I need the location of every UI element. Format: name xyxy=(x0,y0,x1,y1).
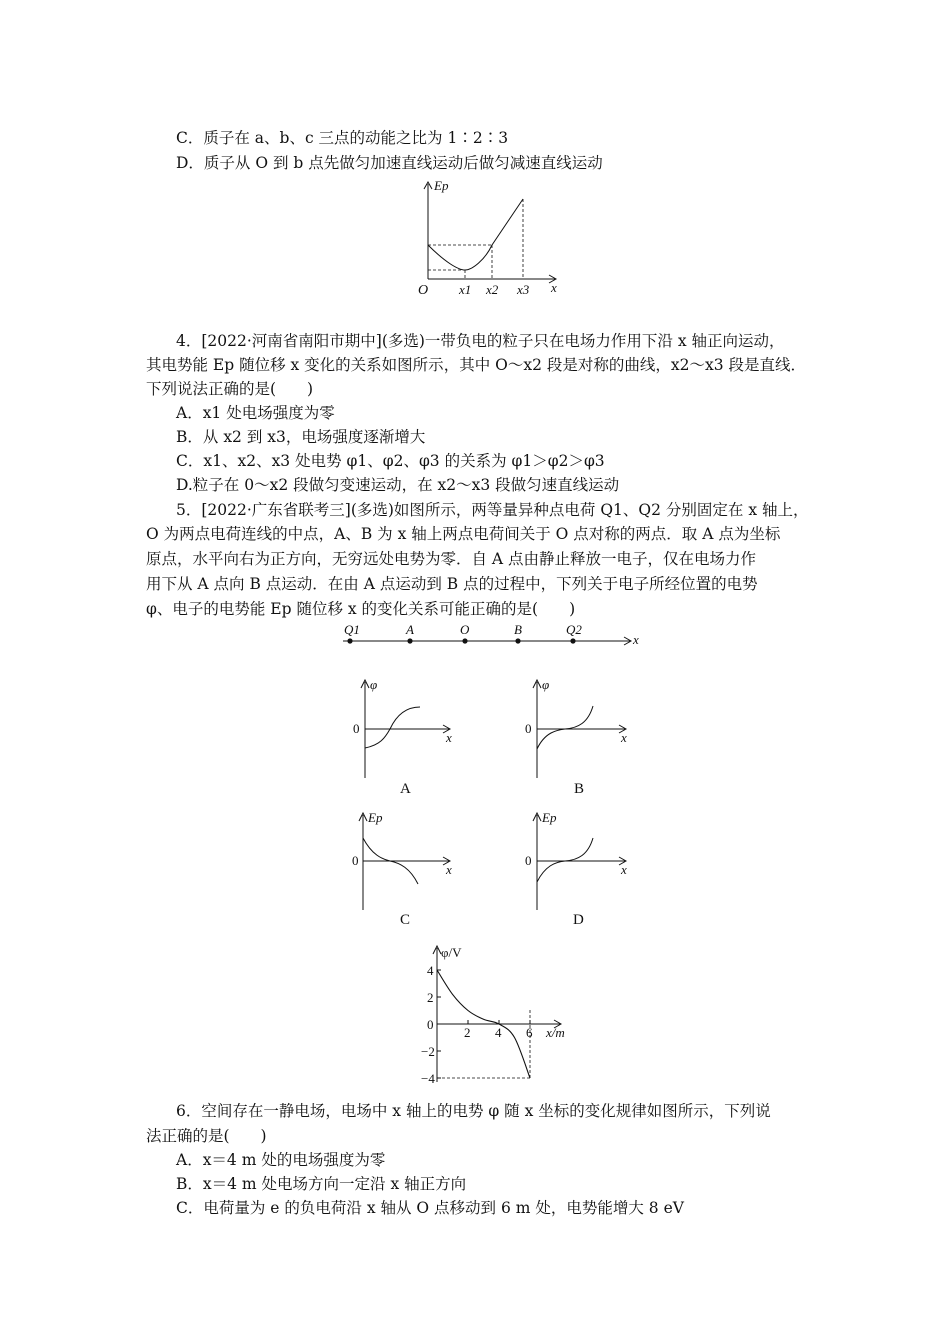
q6-ylabel: φ/V xyxy=(441,945,462,960)
q5-axis-label: x xyxy=(633,632,639,647)
q5-stem-2: O 为两点电荷连线的中点，A、B 为 x 轴上两点电荷间关于 O 点对称的两点．取 A 点为坐标 xyxy=(146,525,781,543)
q4-option-b: B．从 x2 到 x3，电场强度逐渐增大 xyxy=(176,428,426,446)
graph-b-xlabel: x xyxy=(621,730,627,745)
q6-y-tick-label: −4 xyxy=(421,1071,435,1086)
graph-a-zero: 0 xyxy=(353,721,360,736)
q4-stem-2: 其电势能 Ep 随位移 x 变化的关系如图所示，其中 O～x2 段是对称的曲线，x2～x3 段是直线． xyxy=(146,356,806,374)
q3-tick-x2: x2 xyxy=(486,282,499,297)
q3-tick-x3: x3 xyxy=(517,282,530,297)
q6-x-tick-label: 6 xyxy=(526,1025,533,1040)
q6-y-tick-label: −2 xyxy=(421,1044,435,1059)
q6-y-tick-label: 2 xyxy=(427,990,434,1005)
q5-label-b: B xyxy=(514,622,522,637)
graph-d-zero: 0 xyxy=(525,853,532,868)
q5-stem-5: φ、电子的电势能 Ep 随位移 x 的变化关系可能正确的是( ) xyxy=(146,600,576,618)
q3-ylabel: Ep xyxy=(434,178,449,193)
q6-option-a: A．x＝4 m 处的电场强度为零 xyxy=(176,1151,386,1169)
q5-label-q2: Q2 xyxy=(566,622,582,637)
q4-option-c: C．x1、x2、x3 处电势 φ1、φ2、φ3 的关系为 φ1＞φ2＞φ3 xyxy=(176,452,605,470)
q4-option-d: D.粒子在 0～x2 段做匀变速运动，在 x2～x3 段做匀速直线运动 xyxy=(176,476,620,494)
graph-a-xlabel: x xyxy=(446,730,452,745)
graph-c-ylabel: Ep xyxy=(368,810,383,825)
q5-label-a: A xyxy=(406,622,414,637)
graph-d-xlabel: x xyxy=(621,862,627,877)
q5-stem-3: 原点，水平向右为正方向，无穷远处电势为零．自 A 点由静止释放一电子，仅在电场力作 xyxy=(146,550,757,568)
q4-option-a: A．x1 处电场强度为零 xyxy=(176,404,335,422)
q4-stem-1: 4．[2022·河南省南阳市期中](多选)一带负电的粒子只在电场力作用下沿 x 轴正向运动， xyxy=(176,332,785,350)
graph-d-caption: D xyxy=(573,912,584,928)
q6-x-tick-label: 4 xyxy=(495,1025,502,1040)
q3-option-c: C．质子在 a、b、c 三点的动能之比为 1∶2∶3 xyxy=(176,129,509,147)
q3-option-d: D．质子从 O 到 b 点先做匀加速直线运动后做匀减速直线运动 xyxy=(176,154,603,172)
q3-xlabel: x xyxy=(551,280,557,295)
q6-x-tick-label: 2 xyxy=(464,1025,471,1040)
graph-d-ylabel: Ep xyxy=(542,810,557,825)
q5-stem-4: 用下从 A 点向 B 点运动．在由 A 点运动到 B 点的过程中，下列关于电子所经位置的电势 xyxy=(146,575,758,593)
q6-y-tick-label: 4 xyxy=(427,963,434,978)
graph-a-ylabel: φ xyxy=(370,677,378,692)
q6-stem-2: 法正确的是( ) xyxy=(146,1127,267,1145)
q4-stem-3: 下列说法正确的是( ) xyxy=(146,380,314,398)
graph-c-xlabel: x xyxy=(446,862,452,877)
q6-option-b: B．x＝4 m 处电场方向一定沿 x 轴正方向 xyxy=(176,1175,467,1193)
q3-tick-x1: x1 xyxy=(459,282,472,297)
q6-stem-1: 6．空间存在一静电场，电场中 x 轴上的电势 φ 随 x 坐标的变化规律如图所示，下列说 xyxy=(176,1102,771,1120)
q6-xlabel: x/m xyxy=(546,1025,565,1040)
q3-origin: O xyxy=(418,283,429,298)
q6-option-c: C．电荷量为 e 的负电荷沿 x 轴从 O 点移动到 6 m 处，电势能增大 8 eV xyxy=(176,1199,684,1217)
q6-y-tick-label: 0 xyxy=(427,1017,434,1032)
graph-c-zero: 0 xyxy=(352,853,359,868)
graph-b-caption: B xyxy=(574,781,585,797)
graph-c-caption: C xyxy=(400,912,411,928)
graph-b-ylabel: φ xyxy=(542,677,550,692)
q5-stem-1: 5．[2022·广东省联考三](多选)如图所示，两等量异种点电荷 Q1、Q2 分别固定在 x 轴上， xyxy=(176,501,809,519)
q5-label-o: O xyxy=(460,622,470,637)
q5-label-q1: Q1 xyxy=(344,622,360,637)
graph-b-zero: 0 xyxy=(525,721,532,736)
graph-a-caption: A xyxy=(400,781,411,797)
